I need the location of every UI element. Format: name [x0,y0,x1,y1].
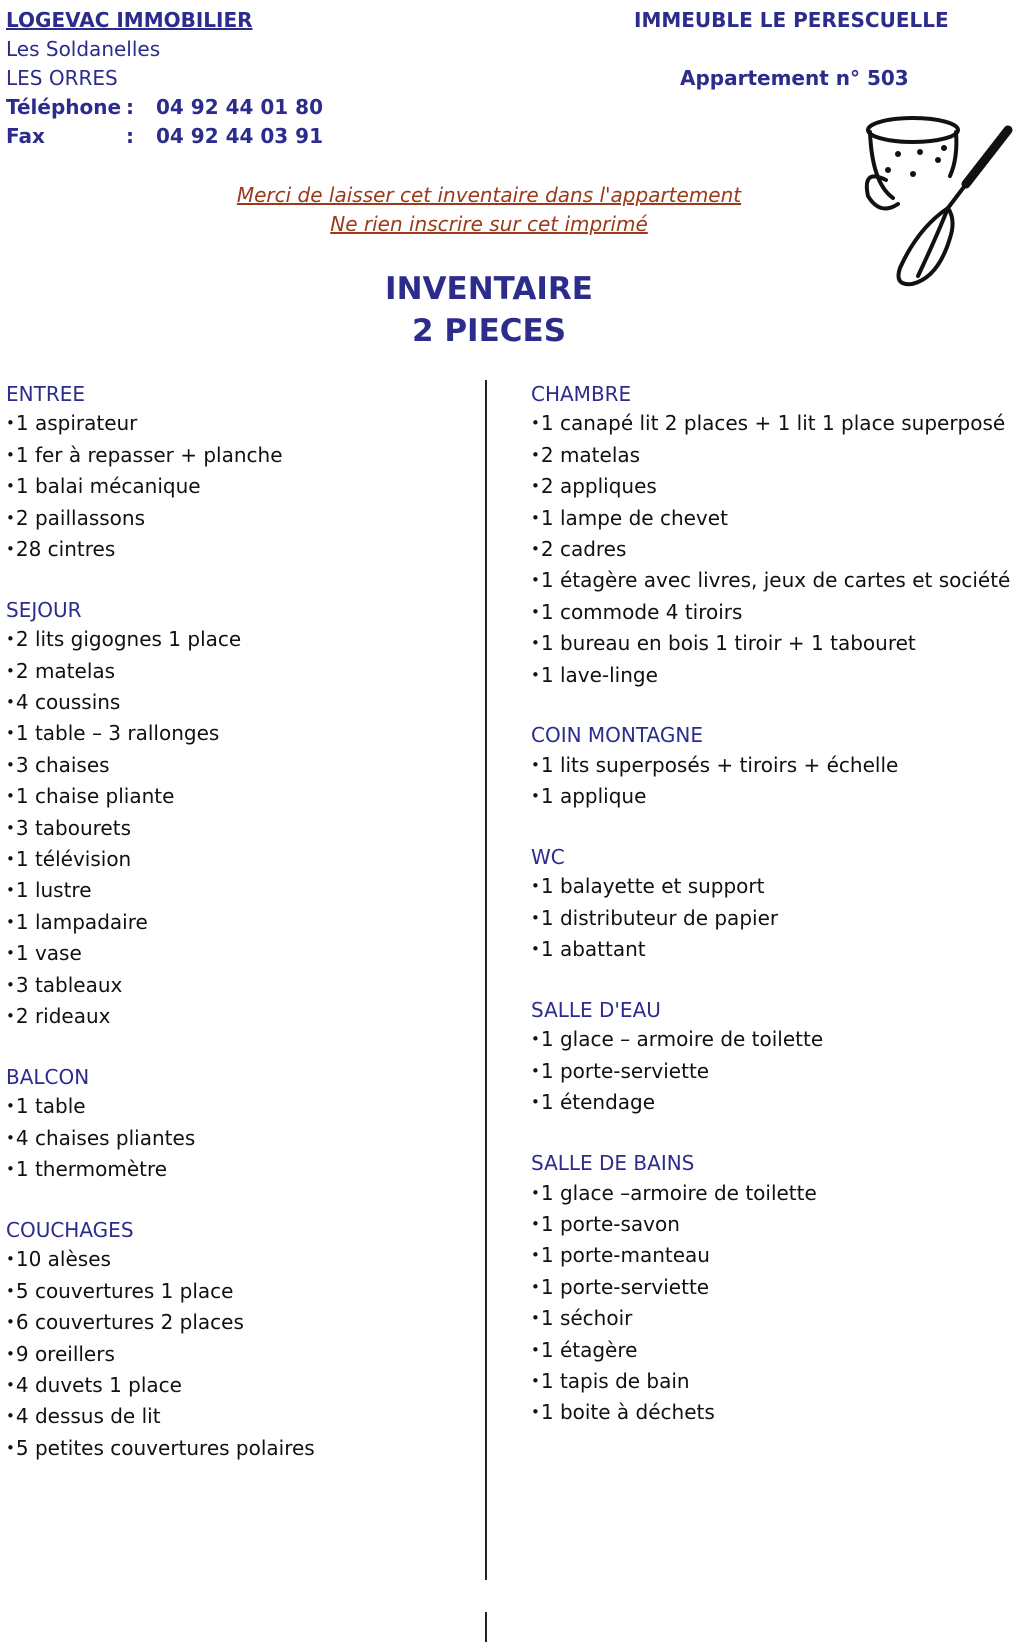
section-gap [531,814,1011,843]
list-item: • 2 matelas [6,657,476,688]
list-item: • 1 abattant [531,935,1011,966]
list-item: • 2 rideaux [6,1002,476,1033]
section-heading-sejour: SEJOUR [6,597,82,622]
list-item: • 5 petites couvertures polaires [6,1434,476,1465]
apartment-number: Appartement n° 503 [680,66,909,90]
list-item: • 5 couvertures 1 place [6,1277,476,1308]
section-heading-wc: WC [531,845,565,870]
list-item: • 1 thermomètre [6,1155,476,1186]
list-item: • 1 lampadaire [6,908,476,939]
company-name: LOGEVAC IMMOBILIER [6,8,253,32]
list-item: • 1 tapis de bain [531,1367,1011,1398]
list-item: • 3 chaises [6,751,476,782]
notice-line-2: Ne rien inscrire sur cet imprimé [330,212,648,236]
list-item: • 1 applique [531,782,1011,813]
address-line-2: LES ORRES [6,66,118,90]
list-item: • 2 paillassons [6,504,476,535]
list-item: • 3 tableaux [6,971,476,1002]
list-item: • 1 porte-savon [531,1210,1011,1241]
phone-label: Téléphone [6,95,122,119]
list-item: • 1 lustre [6,876,476,907]
section-gap [6,1034,476,1063]
section-heading-entree: ENTREE [6,382,85,406]
list-item: • 1 étagère avec livres, jeux de cartes et société [531,566,1011,597]
list-item: • 1 télévision [6,845,476,876]
list-item: • 1 lampe de chevet [531,504,1011,535]
phone-separator: : [126,95,134,119]
address-line-1: Les Soldanelles [6,37,161,61]
list-item: • 9 oreillers [6,1340,476,1371]
section-heading-salle-de-bains: SALLE DE BAINS [531,1151,695,1176]
list-item: • 1 aspirateur [6,409,476,440]
notice-line-1: Merci de laisser cet inventaire dans l'appartement [236,183,742,207]
list-item: • 1 lave-linge [531,661,1011,692]
phone-number: 04 92 44 01 80 [156,95,324,119]
section-gap [6,1187,476,1216]
list-item: • 1 canapé lit 2 places + 1 lit 1 place superposé [531,409,1011,440]
list-item: • 1 glace – armoire de toilette [531,1025,1011,1056]
list-item: • 1 glace –armoire de toilette [531,1179,1011,1210]
section-heading-couchages: COUCHAGES [6,1217,134,1242]
list-item: • 2 lits gigognes 1 place [6,625,476,656]
list-item: • 28 cintres [6,535,476,566]
section-heading-chambre: CHAMBRE [531,382,632,406]
list-item: • 4 duvets 1 place [6,1371,476,1402]
list-item: • 1 table [6,1092,476,1123]
page-subtitle: 2 PIECES [411,313,567,349]
list-item: • 2 matelas [531,441,1011,472]
list-item: • 3 tabourets [6,814,476,845]
section-gap [531,1120,1011,1149]
list-item: • 10 alèses [6,1245,476,1276]
list-item: • 6 couvertures 2 places [6,1308,476,1339]
fax-label: Fax [6,124,45,148]
list-item: • 2 appliques [531,472,1011,503]
list-item: • 1 étagère [531,1336,1011,1367]
list-item: • 1 balai mécanique [6,472,476,503]
section-heading-coin-montagne: COIN MONTAGNE [531,723,703,748]
list-item: • 4 coussins [6,688,476,719]
column-divider [485,380,487,1580]
fax-row [6,122,323,151]
list-item: • 1 chaise pliante [6,782,476,813]
column-divider-bottom [485,1612,487,1642]
list-item: • 1 bureau en bois 1 tiroir + 1 tabouret [531,629,1011,660]
section-heading-balcon: BALCON [6,1064,90,1089]
list-item: • 1 lits superposés + tiroirs + échelle [531,751,1011,782]
section-gap [6,566,476,595]
phone-row [6,93,323,122]
list-item: • 1 étendage [531,1088,1011,1119]
list-item: • 1 commode 4 tiroirs [531,598,1011,629]
left-column [6,380,476,1465]
right-column [531,380,1011,1430]
list-item: • 1 séchoir [531,1304,1011,1335]
list-item: • 1 balayette et support [531,872,1011,903]
list-item: • 1 porte-serviette [531,1273,1011,1304]
section-gap [531,967,1011,996]
list-item: • 1 porte-serviette [531,1057,1011,1088]
list-item: • 4 chaises pliantes [6,1124,476,1155]
section-gap [531,692,1011,721]
building-name: IMMEUBLE LE PERESCUELLE [634,8,949,32]
list-item: • 4 dessus de lit [6,1402,476,1433]
list-item: • 1 fer à repasser + planche [6,441,476,472]
fax-number: 04 92 44 03 91 [156,124,324,148]
fax-separator: : [126,124,134,148]
list-item: • 1 table – 3 rallonges [6,719,476,750]
list-item: • 2 cadres [531,535,1011,566]
page-title: INVENTAIRE [385,271,593,307]
list-item: • 1 vase [6,939,476,970]
section-heading-salle-d-eau: SALLE D'EAU [531,998,661,1023]
list-item: • 1 boite à déchets [531,1398,1011,1429]
list-item: • 1 distributeur de papier [531,904,1011,935]
list-item: • 1 porte-manteau [531,1241,1011,1272]
